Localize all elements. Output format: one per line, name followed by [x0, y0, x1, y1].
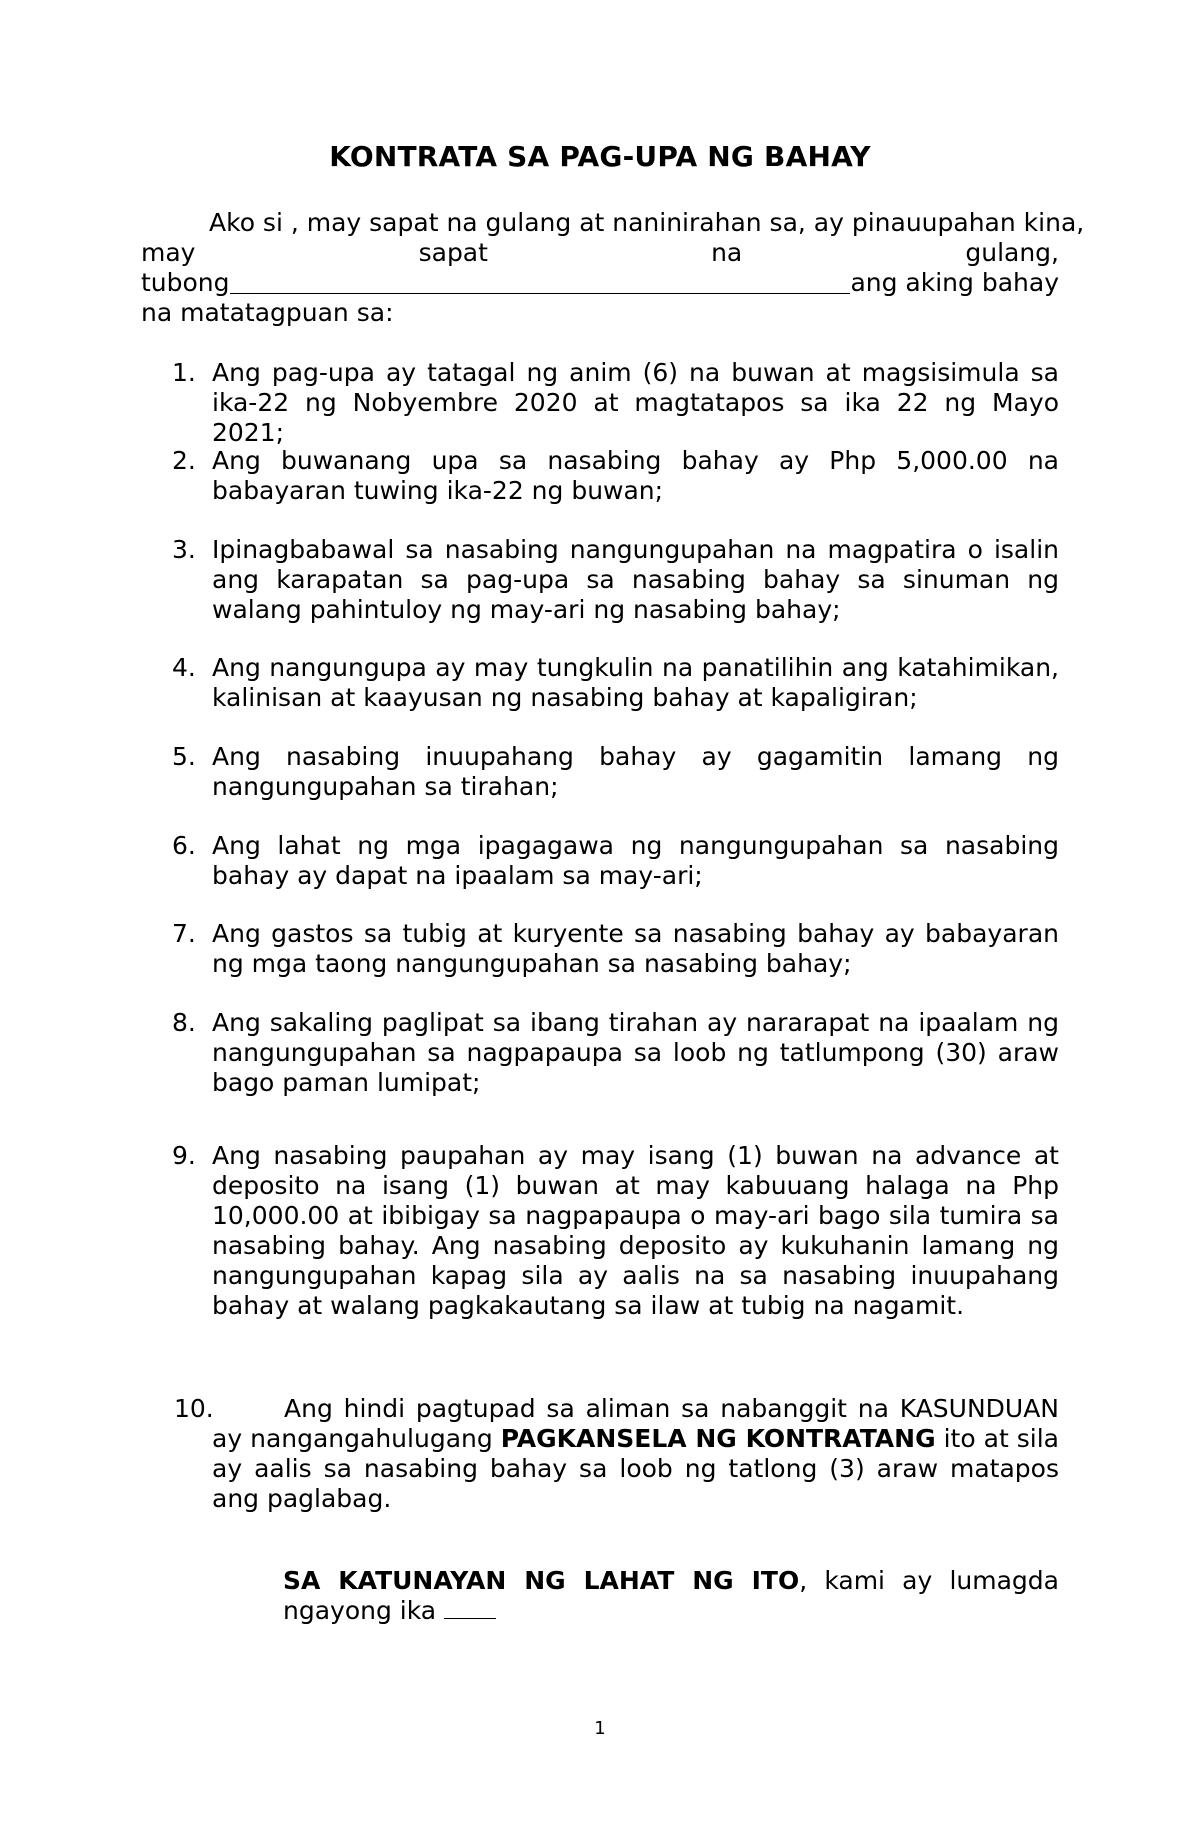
intro-word: may	[141, 238, 196, 267]
list-item-text: Ang buwanang upa sa nasabing bahay ay Php 5,000.00 na babayaran tuwing ika-22 ng buwan;	[212, 446, 1059, 505]
tubong-end-text: ang aking bahay	[850, 268, 1059, 297]
intro-line-4: na matatagpuan sa:	[141, 298, 394, 327]
intro-word: gulang,	[965, 238, 1059, 267]
item10-text-start: Ang hindi pagtupad sa aliman sa nabanggit na KASUNDUAN ay nangangahulugang	[212, 1394, 1059, 1453]
closing-text: , kami ay lumagda ngayong ika	[283, 1566, 1059, 1625]
list-item-text: Ang nangungupa ay may tungkulin na panatilihin ang katahimikan, kalinisan at kaayusan ng nasabing bahay at kapaligiran;	[212, 653, 1059, 712]
intro-paragraph	[141, 208, 1085, 328]
item10-bold-text: PAGKANSELA NG KONTRATANG	[500, 1424, 936, 1453]
intro-line-2	[141, 238, 1059, 268]
list-item-text: Ang nasabing paupahan ay may isang (1) buwan na advance at deposito na isang (1) buwan at may kabuuang halaga na Php 10,000.00 at ibibigay sa nagpapaupa o may-ari bago sila tumira sa nasabing bahay. Ang nasabing deposito ay kukuhanin lamang ng nangungupahan kapag sila ay aalis na sa nasabing inuupahang bahay at walang pagkakautang sa ilaw at tubig na nagamit.	[212, 1141, 1059, 1320]
closing-paragraph	[283, 1566, 1059, 1626]
list-item-text	[212, 1394, 1059, 1514]
list-item-number: 4.	[172, 653, 196, 682]
list-item-number: 7.	[172, 919, 196, 948]
document-title: KONTRATA SA PAG-UPA NG BAHAY	[329, 140, 871, 173]
list-item-text: Ang gastos sa tubig at kuryente sa nasabing bahay ay babayaran ng mga taong nangungupahan sa nasabing bahay;	[212, 919, 1059, 978]
tubong-blank-line	[230, 269, 851, 294]
list-item-number: 9.	[172, 1141, 196, 1170]
item10-text-end: ito at sila ay aalis sa nasabing bahay sa loob ng tatlong (3) araw matapos ang paglabag.	[212, 1424, 1059, 1513]
tubong-label: tubong	[141, 268, 230, 297]
list-item-text: Ang pag-upa ay tatagal ng anim (6) na buwan at magsisimula sa ika-22 ng Nobyembre 2020 at magtatapos sa ika 22 ng Mayo 2021;	[212, 358, 1059, 447]
page-number: 1	[594, 1718, 606, 1739]
list-item-number: 3.	[172, 535, 196, 564]
intro-line-1: Ako si , may sapat na gulang at naninirahan sa, ay pinauupahan kina,	[209, 208, 1085, 237]
list-item-number: 6.	[172, 831, 196, 860]
intro-word: sapat	[418, 238, 488, 267]
date-blank-line	[444, 1598, 496, 1619]
list-item-text: Ipinagbabawal sa nasabing nangungupahan na magpatira o isalin ang karapatan sa pag-upa sa nasabing bahay sa sinuman ng walang pahintuloy ng may-ari ng nasabing bahay;	[212, 535, 1059, 624]
list-item-text: Ang sakaling paglipat sa ibang tirahan ay nararapat na ipaalam ng nangungupahan sa nagpapaupa sa loob ng tatlumpong (30) araw bago paman lumipat;	[212, 1008, 1059, 1097]
closing-bold-text: SA KATUNAYAN NG LAHAT NG ITO	[283, 1566, 800, 1595]
intro-word: na	[711, 238, 743, 267]
list-item-number: 5.	[172, 742, 196, 771]
list-item-number: 8.	[172, 1008, 196, 1037]
list-item-text: Ang lahat ng mga ipagagawa ng nangungupahan sa nasabing bahay ay dapat na ipaalam sa may-ari;	[212, 831, 1059, 890]
intro-line-3	[141, 268, 1059, 298]
list-item-text: Ang nasabing inuupahang bahay ay gagamitin lamang ng nangungupahan sa tirahan;	[212, 742, 1059, 801]
list-item-number: 1.	[172, 358, 196, 387]
list-item-number: 10.	[174, 1394, 214, 1423]
list-item-number: 2.	[172, 446, 196, 475]
